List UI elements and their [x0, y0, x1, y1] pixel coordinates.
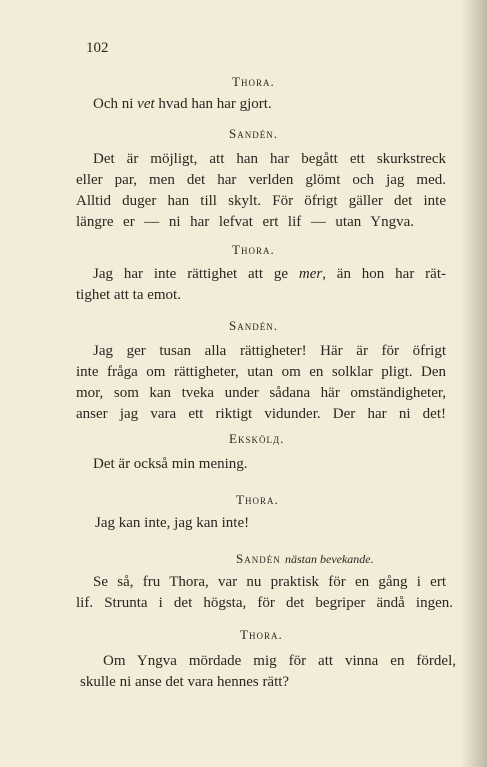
speaker-label: Thora. — [240, 627, 283, 642]
dialogue-line: Om Yngva mördade mig för att vinna en fördel, — [103, 653, 456, 669]
dialogue-line: skulle ni anse det vara hennes rätt? — [80, 674, 290, 690]
speaker-label: Sandén. — [229, 318, 278, 333]
dialogue-line: tighet att ta emot. — [76, 287, 181, 303]
dialogue-line: mor, som kan tveka under sådana här omständigheter, — [76, 385, 446, 401]
speaker-name: Sandén — [236, 551, 281, 566]
dialogue-line: Det är möjligt, att han har begått ett skurkstreck — [93, 151, 446, 167]
dialogue-line: lif. Strunta i det högsta, för det begriper ändå ingen. — [76, 595, 453, 611]
dialogue-line: Jag ger tusan alla rättigheter! Här är för öfrigt — [93, 343, 446, 359]
dialogue-line: Alltid duger han till skylt. För öfrigt gäller det inte — [76, 193, 446, 209]
speaker-label: Thora. — [232, 74, 275, 89]
page-edge-shadow — [461, 0, 487, 767]
speaker-label: Thora. — [236, 492, 279, 507]
dialogue-line: Se så, fru Thora, var nu praktisk för en gång i ert — [93, 574, 446, 590]
dialogue-line: anser jag vara ett riktigt vidunder. Der har ni det! — [76, 406, 446, 422]
dialogue-line: Och ni vet hvad han har gjort. — [93, 96, 272, 112]
page-number: 102 — [86, 40, 109, 56]
dialogue-line: längre er — ni har lefvat ert lif — utan Yngva. — [76, 214, 414, 230]
speaker-label — [236, 551, 374, 567]
dialogue-line: Jag kan inte, jag kan inte! — [95, 515, 250, 531]
stage-direction: nästan bevekande. — [284, 552, 374, 566]
dialogue-line: Det är också min mening. — [93, 456, 248, 472]
speaker-label: Sandén. — [229, 126, 278, 141]
speaker-label: Ekskölд. — [229, 431, 285, 446]
speaker-label: Thora. — [232, 242, 275, 257]
dialogue-line: inte fråga om rättigheter, utan om en solklar pligt. Den — [76, 364, 446, 380]
dialogue-line: Jag har inte rättighet att ge mer, än hon har rät- — [93, 266, 446, 282]
dialogue-line: eller par, men det har verlden glömt och jag med. — [76, 172, 446, 188]
emphasis-word: vet — [137, 96, 155, 112]
